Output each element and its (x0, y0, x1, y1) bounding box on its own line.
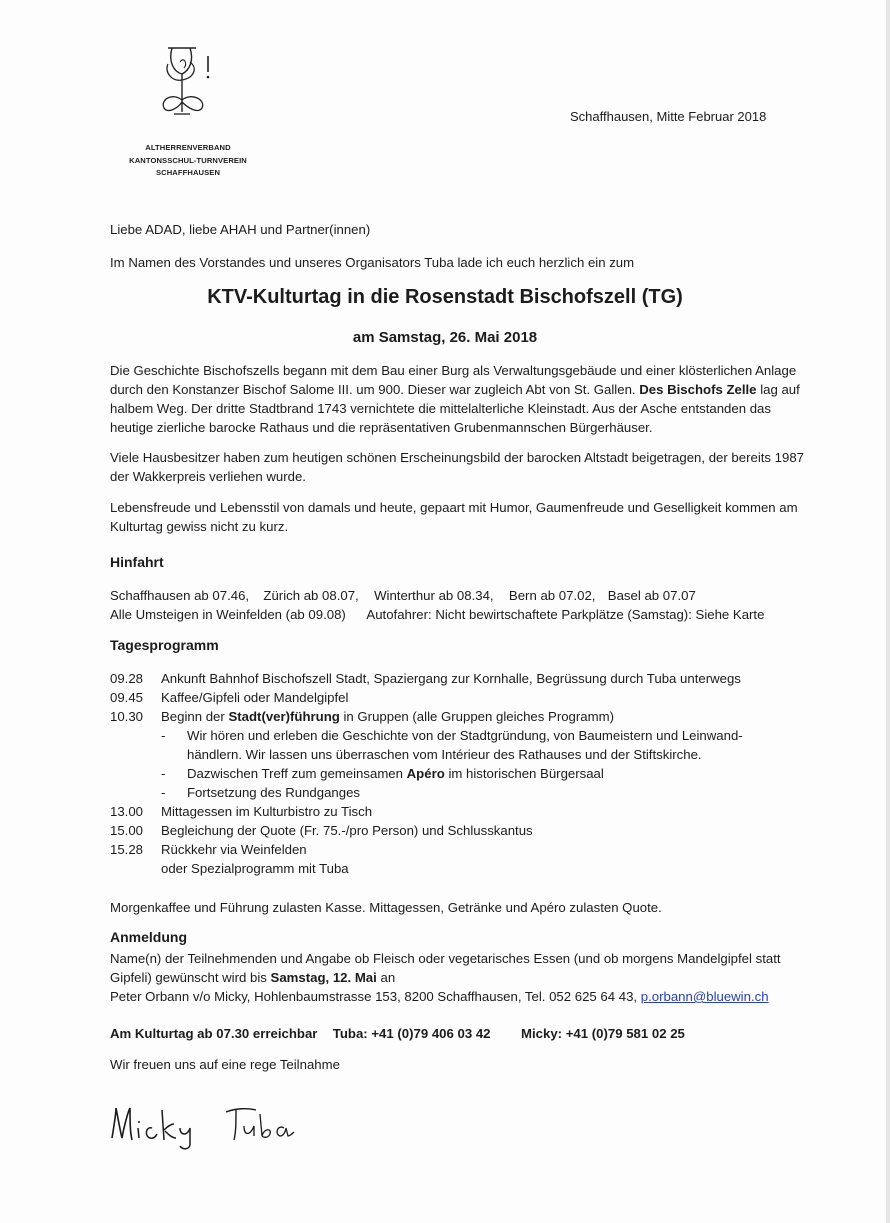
monogram-logo (150, 42, 220, 122)
schedule-text: oder Spezialprogramm mit Tuba (161, 861, 349, 876)
schedule-row (110, 823, 533, 842)
closing-line: Wir freuen uns auf eine rege Teilnahme (110, 1057, 340, 1072)
schedule-text (161, 709, 614, 724)
registration-address: Peter Orbann v/o Micky, Hohlenbaumstrasse 153, 8200 Schaffhausen, Tel. 052 625 64 43, (110, 989, 638, 1004)
registration-paragraph (110, 949, 810, 1006)
intro-line: Im Namen des Vorstandes und unseres Organisators Tuba lade ich euch herzlich ein zum (110, 255, 635, 270)
org-line-2: KANTONSSCHUL-TURNVEREIN (129, 155, 247, 165)
heading-anmeldung: Anmeldung (110, 929, 187, 945)
schedule-text-c: in Gruppen (alle Gruppen gleiches Programm) (343, 709, 614, 724)
schedule-text: Rückkehr via Weinfelden (161, 842, 307, 857)
paragraph-lebensfreude (110, 498, 810, 536)
history-line-3: halbem Weg. Der dritte Stadtbrand 1743 vernichtete die mittelalterliche Kleinstadt. Aus der Asche entstanden das (110, 401, 771, 416)
registration-deadline: Samstag, 12. Mai (270, 970, 377, 985)
history-line-2 (110, 380, 810, 399)
parking-info: Autofahrer: Nicht bewirtschaftete Parkplätze (Samstag): Siehe Karte (366, 607, 765, 622)
schedule-text: Ankunft Bahnhof Bischofszell Stadt, Spaziergang zur Kornhalle, Begrüssung durch Tuba unterwegs (161, 671, 741, 686)
organization-name (108, 142, 268, 180)
para3-line-1: Lebensfreude und Lebensstil von damals und heute, gepaart mit Humor, Gaumenfreude und Geselligkeit kommen am (110, 500, 798, 515)
registration-line-1: Name(n) der Teilnehmenden und Angabe ob Fleisch oder vegetarisches Essen (und ob morgens Mandelgipfel statt (110, 951, 781, 966)
bullet-item (161, 766, 604, 781)
para3-line-2: Kulturtag gewiss nicht zu kurz. (110, 519, 289, 534)
event-title: KTV-Kulturtag in die Rosenstadt Bischofszell (TG) (207, 286, 683, 308)
schedule-time: 09.28 (110, 671, 144, 686)
org-line-1: ALTHERRENVERBAND (145, 143, 231, 152)
schedule-time: 10.30 (110, 709, 144, 724)
place-date: Schaffhausen, Mitte Februar 2018 (570, 109, 767, 124)
history-paragraph (110, 361, 810, 437)
departure-bern: Bern ab 07.02, (508, 588, 596, 603)
heading-tagesprogramm: Tagesprogramm (110, 637, 219, 653)
bullet-item (161, 785, 360, 800)
salutation: Liebe ADAD, liebe AHAH und Partner(innen) (110, 222, 371, 237)
registration-line-3 (110, 987, 810, 1006)
schedule-text: Kaffee/Gipfeli oder Mandelgipfel (161, 690, 349, 705)
schedule-time: 15.28 (110, 842, 144, 857)
registration-line-2 (110, 968, 810, 987)
paragraph-wakkerpreis (110, 448, 810, 486)
schedule-text: Begleichung der Quote (Fr. 75.-/pro Person) und Schlusskantus (161, 823, 533, 838)
schedule-bold: Stadt(ver)führung (228, 709, 340, 724)
departure-zuerich: Zürich ab 08.07, (263, 588, 359, 603)
signature-tuba (222, 1100, 302, 1150)
registration-line-2c: an (380, 970, 396, 985)
bullet-mark: - (161, 766, 166, 781)
heading-hinfahrt: Hinfahrt (110, 554, 164, 570)
schedule-row (110, 671, 741, 690)
signature-micky (108, 1100, 203, 1150)
bullet-text-c: im historischen Bürgersaal (448, 766, 604, 781)
history-line-1: Die Geschichte Bischofszells begann mit dem Bau einer Burg als Verwaltungsgebäude und einer klösterlichen Anlage (110, 363, 797, 378)
registration-line-2a: Gipfeli) gewünscht wird bis (110, 970, 267, 985)
history-bold-phrase: Des Bischofs Zelle (639, 382, 757, 397)
schedule-text: Mittagessen im Kulturbistro zu Tisch (161, 804, 373, 819)
schedule-row (110, 709, 614, 728)
history-line-2c: lag auf (760, 382, 800, 397)
schedule-row-continuation (110, 861, 349, 880)
bullet-item (161, 728, 743, 743)
schedule-row (110, 842, 307, 861)
schedule-text-a: Beginn der (161, 709, 225, 724)
costs-note: Morgenkaffee und Führung zulasten Kasse. Mittagessen, Getränke und Apéro zulasten Quote. (110, 900, 662, 915)
org-line-3: SCHAFFHAUSEN (155, 168, 221, 177)
schedule-time: 09.45 (110, 690, 144, 705)
para2-line-1: Viele Hausbesitzer haben zum heutigen schönen Erscheinungsbild der barocken Altstadt beigetragen, der bereits 1987 (110, 450, 805, 465)
bullet-text-a: Dazwischen Treff zum gemeinsamen (187, 766, 403, 781)
email-link[interactable]: p.orbann@bluewin.ch (640, 989, 769, 1004)
transfer-info: Alle Umsteigen in Weinfelden (ab 09.08) (110, 607, 346, 622)
micky-phone: Micky: +41 (0)79 581 02 25 (521, 1026, 685, 1041)
schedule-row (110, 804, 372, 823)
bullet-bold: Apéro (406, 766, 445, 781)
bullet-text (187, 766, 604, 781)
reachable-label: Am Kulturtag ab 07.30 erreichbar (110, 1026, 318, 1041)
bullet-mark: - (161, 728, 166, 743)
tuba-phone: Tuba: +41 (0)79 406 03 42 (332, 1026, 491, 1041)
bullet-mark: - (161, 785, 166, 800)
bullet-text: Fortsetzung des Rundganges (187, 785, 361, 800)
schedule-row (110, 690, 348, 709)
departure-schaffhausen: Schaffhausen ab 07.46, (110, 588, 250, 603)
schedule-time: 13.00 (110, 804, 144, 819)
departure-winterthur: Winterthur ab 08.34, (374, 588, 494, 603)
contact-line (110, 1026, 491, 1041)
schedule-time: 15.00 (110, 823, 144, 838)
scan-edge (886, 0, 890, 1223)
bullet-text: Wir hören und erleben die Geschichte von der Stadtgründung, von Baumeistern und Leinwand- (187, 728, 743, 743)
bullet-continuation: händlern. Wir lassen uns überraschen vom Intérieur des Rathauses und der Stiftskirche. (187, 747, 702, 762)
history-line-2a: durch den Konstanzer Bischof Salome III. um 900. Dieser war zugleich Abt von St. Gallen. (110, 382, 636, 397)
para2-line-2: der Wakkerpreis verliehen wurde. (110, 469, 306, 484)
transfer-line (110, 607, 764, 622)
event-date: am Samstag, 26. Mai 2018 (352, 329, 538, 346)
history-line-4: heutige zierliche barocke Rathaus und die repräsentativen Grubenmannschen Bürgerhäuser. (110, 420, 653, 435)
departures-line (110, 588, 696, 603)
departure-basel: Basel ab 07.07 (607, 588, 696, 603)
